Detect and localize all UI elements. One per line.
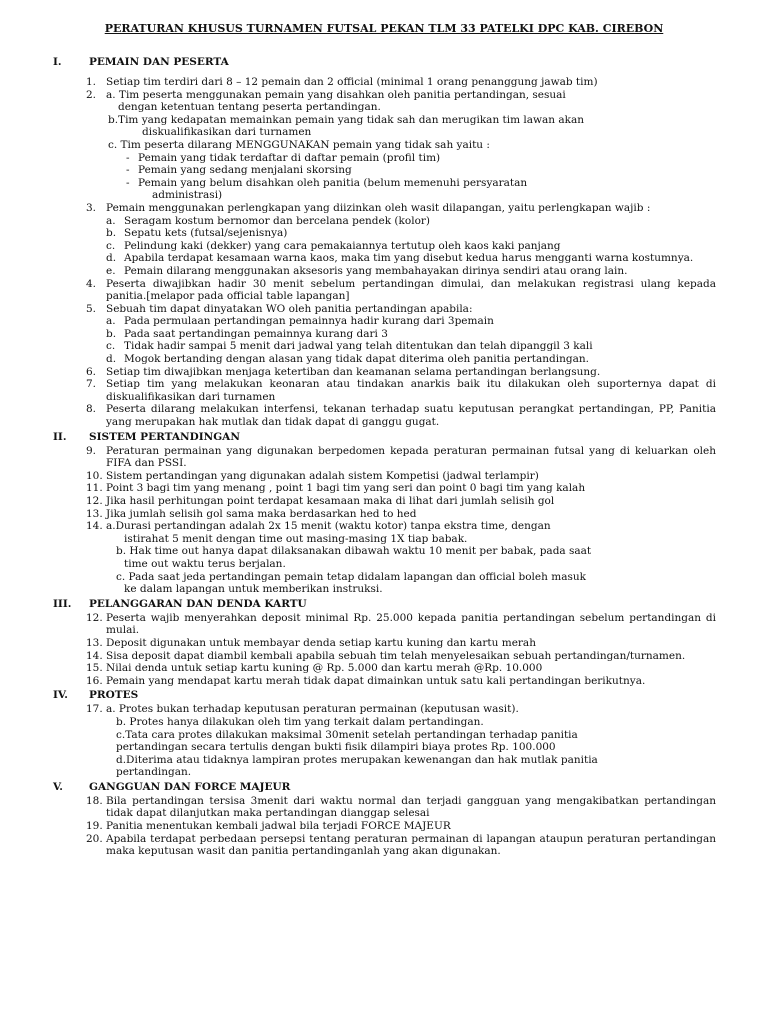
rule-item (0, 795, 768, 820)
item-text: Deposit digunakan untuk membayar denda setiap kartu kuning dan kartu merah (106, 636, 536, 649)
item-text: a.Durasi pertandingan adalah 2x 15 menit (waktu kotor) tanpa ekstra time, dengan (106, 520, 551, 533)
item-number: 8. (86, 403, 97, 416)
item-text: Setiap tim diwajibkan menjaga ketertiban dan keamanan selama pertandingan berlangsung. (106, 365, 601, 378)
rule-item (0, 820, 768, 833)
rule-subitem (0, 240, 768, 253)
section-number: II. (53, 430, 67, 443)
rule-item (0, 303, 768, 316)
dash-marker: - (126, 176, 130, 189)
rule-item (0, 378, 768, 403)
item-text: Mogok bertanding dengan alasan yang tidak dapat diterima oleh panitia pertandingan. (124, 353, 589, 366)
section-heading (0, 689, 768, 703)
section-heading (0, 781, 768, 795)
rule-item (0, 278, 768, 303)
item-text: Peserta wajib menyerahkan deposit minimal Rp. 25.000 kepada panitia pertandingan sebelum pertandingan di mulai. (106, 611, 716, 637)
rule-item (0, 637, 768, 650)
subitem-letter: d. (106, 252, 117, 265)
item-text: Pemain menggunakan perlengkapan yang diizinkan oleh wasit dilapangan, yaitu perlengkapan wajib : (106, 201, 651, 214)
section-number: I. (53, 56, 62, 68)
dash-item (0, 164, 768, 177)
item-number: 13. (86, 507, 103, 520)
item-text: Sebuah tim dapat dinyatakan WO oleh panitia pertandingan apabila: (106, 302, 473, 315)
rule-subitem (0, 265, 768, 278)
subitem-letter: c. (106, 340, 116, 353)
rule-subitem (0, 215, 768, 228)
rule-subitem: b.Tim yang kedapatan memainkan pemain yang tidak sah dan merugikan tim lawan akan (108, 113, 585, 126)
section-number: IV. (53, 689, 68, 702)
item-number: 14. (86, 520, 103, 533)
item-text: Setiap tim terdiri dari 8 – 12 pemain dan 2 official (minimal 1 orang penanggung jawab tim) (106, 76, 598, 88)
section-heading (0, 56, 768, 70)
rule-subitem: d.Diterima atau tidaknya lampiran protes merupakan kewenangan dan hak mutlak panitia (116, 753, 598, 766)
dash-marker: - (126, 151, 130, 164)
item-continuation: administrasi) (152, 189, 223, 202)
item-text: Sepatu kets (futsal/sejenisnya) (124, 227, 288, 240)
item-text: Sisa deposit dapat diambil kembali apabila sebuah tim telah menyelesaikan sebuah pertandingan/turnamen. (106, 649, 686, 662)
rule-subitem: b. Protes hanya dilakukan oleh tim yang terkait dalam pertandingan. (116, 715, 484, 728)
item-number: 1. (86, 76, 97, 88)
section-title: PELANGGARAN DAN DENDA KARTU (89, 597, 307, 610)
dash-marker: - (126, 164, 130, 177)
rule-item (0, 508, 768, 521)
item-text: a. Tim peserta menggunakan pemain yang disahkan oleh panitia pertandingan, sesuai (106, 88, 566, 101)
item-text: Pemain dilarang menggunakan aksesoris yang membahayakan dirinya sendiri atau orang lain. (124, 264, 628, 277)
item-number: 5. (86, 302, 97, 315)
rule-subitem (0, 353, 768, 366)
section-heading (0, 431, 768, 445)
rule-item (0, 833, 768, 858)
item-text: Peraturan permainan yang digunakan berpedomen kepada peraturan permainan futsal yang di keluarkan oleh FIFA dan PSSI. (106, 444, 716, 470)
item-text: Pada permulaan pertandingan pemainnya hadir kurang dari 3pemain (124, 315, 494, 328)
rule-subitem (0, 340, 768, 353)
item-number: 9. (86, 444, 97, 457)
section-title: PEMAIN DAN PESERTA (89, 56, 229, 68)
rule-item (0, 520, 768, 533)
item-text: Tidak hadir sampai 5 menit dari jadwal yang telah ditentukan dan telah dipanggil 3 kali (124, 340, 593, 353)
item-text: Pelindung kaki (dekker) yang cara pemakaiannya tertutup oleh kaos kaki panjang (124, 239, 561, 252)
item-text: Pemain yang sedang menjalani skorsing (138, 164, 352, 177)
dash-item (0, 177, 768, 190)
item-number: 13. (86, 636, 103, 649)
item-continuation: time out waktu terus berjalan. (124, 557, 286, 570)
rule-item (0, 703, 768, 716)
item-number: 17. (86, 703, 103, 716)
subitem-letter: c. (106, 239, 116, 252)
document-title: PERATURAN KHUSUS TURNAMEN FUTSAL PEKAN TLM 33 PATELKI DPC KAB. CIREBON (104, 22, 664, 35)
rule-subitem: c. Pada saat jeda pertandingan pemain tetap didalam lapangan dan official boleh masuk (116, 570, 586, 583)
section-title: SISTEM PERTANDINGAN (89, 430, 240, 443)
item-number: 19. (86, 820, 103, 833)
item-text: Nilai denda untuk setiap kartu kuning @ Rp. 5.000 dan kartu merah @Rp. 10.000 (106, 662, 543, 675)
section-number: III. (53, 597, 72, 610)
item-number: 7. (86, 378, 97, 391)
item-text: Point 3 bagi tim yang menang , point 1 bagi tim yang seri dan point 0 bagi tim yang kalah (106, 482, 586, 495)
item-text: Peserta diwajibkan hadir 30 menit sebelum pertandingan dimulai, dan melakukan registrasi ulang kepada panitia.[melapor pada official table lapangan] (106, 277, 716, 303)
rule-item (0, 612, 768, 637)
rule-item (0, 366, 768, 379)
item-number: 16. (86, 674, 103, 687)
item-number: 20. (86, 832, 103, 845)
item-text: Pemain yang mendapat kartu merah tidak dapat dimainkan untuk satu kali pertandingan berikutnya. (106, 674, 646, 687)
document-body (0, 54, 768, 858)
rule-item (0, 76, 768, 89)
rule-subitem: b. Hak time out hanya dapat dilaksanakan dibawah waktu 10 menit per babak, pada saat (116, 545, 592, 558)
item-continuation: diskualifikasikan dari turnamen (142, 126, 312, 139)
section-title: PROTES (89, 689, 139, 702)
item-number: 4. (86, 277, 97, 290)
subitem-letter: a. (106, 315, 116, 328)
item-number: 2. (86, 88, 97, 101)
rule-item (0, 482, 768, 495)
rule-item (0, 445, 768, 470)
rule-subitem (0, 252, 768, 265)
item-continuation: istirahat 5 menit dengan time out masing-masing 1X tiap babak. (124, 532, 468, 545)
item-number: 12. (86, 495, 103, 507)
rule-item (0, 403, 768, 428)
item-continuation: pertandingan. (116, 766, 192, 779)
rule-subitem (0, 315, 768, 328)
rule-item (0, 202, 768, 215)
section-heading (0, 598, 768, 612)
item-continuation: dengan ketentuan tentang peserta pertandingan. (118, 101, 381, 114)
subitem-letter: e. (106, 264, 116, 277)
item-number: 3. (86, 201, 97, 214)
item-text: Sistem pertandingan yang digunakan adalah sistem Kompetisi (jadwal terlampir) (106, 469, 539, 482)
item-text: Peserta dilarang melakukan interfensi, tekanan terhadap suatu keputusan perangkat pertandingan, PP, Panitia yang merupakan hak mutlak dan tidak dapat di ganggu gugat. (106, 403, 716, 429)
item-text: a. Protes bukan terhadap keputusan peraturan permainan (keputusan wasit). (106, 703, 519, 716)
section-number: V. (53, 780, 63, 793)
item-text: Pada saat pertandingan pemainnya kurang dari 3 (124, 327, 388, 340)
item-text: Jika jumlah selisih gol sama maka berdasarkan hed to hed (106, 507, 417, 520)
item-number: 15. (86, 662, 103, 675)
item-number: 12. (86, 611, 103, 624)
rule-subitem (0, 227, 768, 240)
item-text: Pemain yang belum disahkan oleh panitia (belum memenuhi persyaratan (138, 176, 528, 189)
item-text: Seragam kostum bernomor dan bercelana pendek (kolor) (124, 214, 431, 227)
item-text: Panitia menentukan kembali jadwal bila terjadi FORCE MAJEUR (106, 820, 451, 833)
rule-subitem: c. Tim peserta dilarang MENGGUNAKAN pemain yang tidak sah yaitu : (108, 138, 490, 151)
item-number: 11. (86, 482, 103, 495)
rule-item (0, 650, 768, 663)
rule-item (0, 675, 768, 688)
item-number: 6. (86, 365, 97, 378)
item-number: 14. (86, 649, 103, 662)
subitem-letter: a. (106, 214, 116, 227)
rule-item (0, 662, 768, 675)
rule-item (0, 470, 768, 483)
rule-subitem (0, 328, 768, 341)
item-number: 10. (86, 469, 103, 482)
subitem-letter: b. (106, 327, 117, 340)
item-continuation: pertandingan secara tertulis dengan bukti fisik dilampiri biaya protes Rp. 100.000 (116, 741, 556, 754)
item-text: Jika hasil perhitungan point terdapat kesamaan maka di lihat dari jumlah selisih gol (106, 495, 555, 507)
item-text: Apabila terdapat perbedaan persepsi tentang peraturan permainan di lapangan ataupun peraturan pertandingan maka keputusan wasit dan panitia pertandinganlah yang akan digunakan. (106, 832, 716, 858)
item-number: 18. (86, 794, 103, 807)
item-text: Pemain yang tidak terdaftar di daftar pemain (profil tim) (138, 151, 441, 164)
dash-item (0, 152, 768, 165)
subitem-letter: d. (106, 353, 117, 366)
item-text: Setiap tim yang melakukan keonaran atau tindakan anarkis baik itu dilakukan oleh suporternya dapat di diskualifikasikan dari turnamen (106, 378, 716, 403)
rule-item (0, 89, 768, 102)
item-continuation: ke dalam lapangan untuk memberikan instruksi. (124, 583, 383, 596)
item-text: Apabila terdapat kesamaan warna kaos, maka tim yang disebut kedua harus mengganti warna kostumnya. (124, 252, 694, 265)
section-title: GANGGUAN DAN FORCE MAJEUR (89, 780, 291, 793)
item-text: Bila pertandingan tersisa 3menit dari waktu normal dan terjadi gangguan yang mengakibatkan pertandingan tidak dapat dilanjutkan maka pertandingan dianggap selesai (106, 794, 716, 820)
rule-subitem: c.Tata cara protes dilakukan maksimal 30menit setelah pertandingan terhadap panitia (116, 728, 578, 741)
subitem-letter: b. (106, 227, 117, 240)
rule-item (0, 495, 768, 508)
